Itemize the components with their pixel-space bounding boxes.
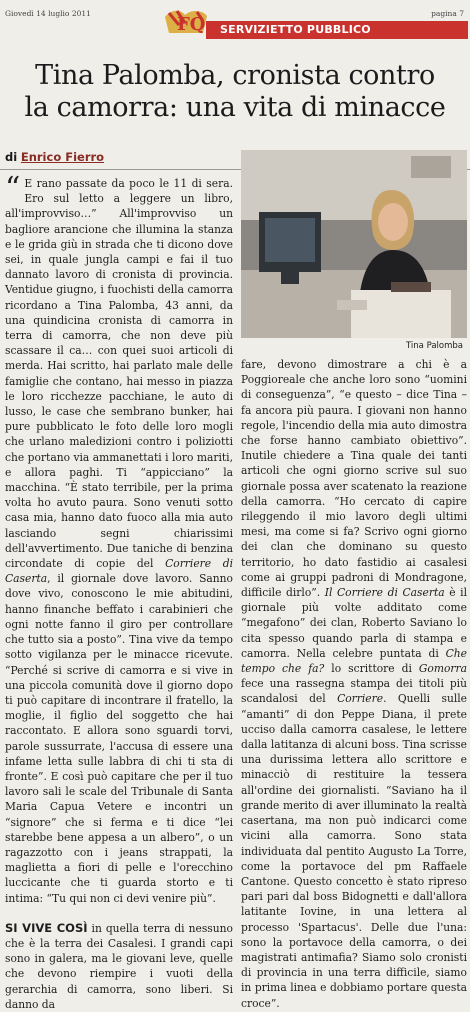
headline-line-2: la camorra: una vita di minacce [24, 92, 446, 123]
page-number: pagina 7 [431, 9, 464, 18]
logo-text: FQ [177, 14, 206, 35]
subhead: SI VIVE COSÌ [5, 920, 88, 935]
article-body-text-3: fare, devono dimostrare a chi è a Poggioreale che anche loro sono “uomini di conseguenza”, “e questo – dice Tina – fa ancora più paura. I giovani non hanno regole, l'incendio della mia auto dimostra che forse hanno cambiato obiettivo”. Inutile chiedere a Tina quale dei tanti articoli che ogni giorno scrive sul suo giornale possa aver scatenato la reazione della camorra. “Ho cercato di capire rileggendo il mio lavoro degli ultimi mesi, ma come si fa? Scrivo ogni giorno dei clan che dominano su questo territorio, ho dato fastidio ai casalesi come ai gruppi padroni di Mondragone, difficile dirlo”. Il Corriere di Caserta è il giornale più volte additato come “megafono” dei clan, Roberto Saviano lo cita spesso quando parla di stampa e camorra. Nella celebre puntata di Che tempo che fa? lo scrittore di Gomorra fece una rassegna stampa dei titoli più scandalosi del Corriere. Quelli sulle “amanti” di don Peppe Diana, il prete ucciso dalla camorra casalese, le lettere dalla latitanza di alcuni boss. Tina scrisse una durissima lettera allo scrittore e minacciò di restituire la tessera all'ordine dei giornalisti. “Saviano ha il grande merito di aver illuminato la realtà casertana, ma non può indicarci come vicini alla camorra. Sono stata individuata dal pentito Augusto La Torre, come la portavoce del pm Raffaele Cantone. Questo concetto è stato ripreso pari pari dal boss Bidognetti e dall'allora latitante Iovine, in una lettera al processo 'Spartacus'. Delle due l'una: sono la portavoce della camorra, o dei magistrati antimafia? Siamo solo cronisti di provincia in una terra difficile, siamo in prima linea e dobbiamo portare questa croce”. [241, 358, 468, 1010]
issue-date: Giovedì 14 luglio 2011 [5, 9, 91, 18]
article-column-2 [241, 357, 468, 1010]
opening-quote-mark: “ [5, 171, 21, 206]
section-banner: SERVIZIETTO PUBBLICO [206, 21, 468, 39]
byline [5, 150, 104, 164]
article-body-text: “ E rano passate da poco le 11 di sera. Ero sul letto a leggere un libro, all'improvviso…” All'improvviso un bagliore arancione che illumina la stanza e le grida giù in strada che ti dicono dove sei, in quale jungla campi e fai il tuo dannato lavoro di cronista di provincia. Ventidue giugno, i fuochisti della camorra ricordano a Tina Palomba, 43 anni, da una quindicina cronista di camorra in terra di camorra, che non deve più scassare il ca… con quei suoi articoli di merda. Hai scritto, hai parlato male delle famiglie che contano, hai messo in piazza le loro ricchezze pacchiane, le auto di lusso, le case che sembrano bunker, hai pure pubblicato le foto delle loro mogli che urlano maledizioni contro i poliziotti che portano via ammanettati i loro mariti, e allora paghi. Ti “appicciano” la macchina. “È stato terribile, per la prima volta ho avuto paura. Sono venuti sotto casa mia, hanno dato fuoco alla mia auto lasciando segni chiarissimi dell'avvertimento. Due taniche di benzina circondate di copie del Corriere di Caserta, il giornale dove lavoro. Sanno dove vivo, conoscono le mie abitudini, hanno finanche beffato i carabinieri che ogni notte fanno il giro per controllare che tutto sia a posto”. Tina vive da tempo sotto vigilanza per le minacce ricevute. “Perché si scrive di camorra e si vive in una piccola comunità dove il giorno dopo ti può capitare di incontrare il fratello, la moglie, il figlio del soggetto che hai raccontato. E allora sono sguardi torvi, parole sussurrate, l'accusa di essere una infame letta sulle labbra di chi ti sta di fronte”. E così può capitare che per il tuo lavoro sali le scale del Tribunale di Santa Maria Capua Vetere e incontri un “signore” che si ferma e ti dice “lei starebbe bene appesa a un albero”, o un ragazzotto con i jeans strappati, la maglietta a fiori di pelle e l'orecchino luccicante che ti guarda storto e ti intima: “Tu qui non ci devi venire più”. [5, 171, 233, 905]
headline [0, 60, 470, 124]
headline-line-1: Tina Palomba, cronista contro [35, 60, 435, 91]
article-column-1 [5, 171, 233, 1011]
reporter-photo [241, 150, 467, 338]
photo-caption: Tina Palomba [406, 341, 463, 351]
article-body-text-2: SI VIVE COSÌ in quella terra di nessuno che è la terra dei Casalesi. I grandi capi sono in galera, ma le giovani leve, quelle che devono riempire i vuoti della gerarchia di camorra, sono liberi. Si danno da [5, 920, 233, 1011]
author-name: Enrico Fierro [20, 150, 105, 164]
page-header [0, 0, 470, 38]
byline-prefix: di [5, 150, 18, 164]
